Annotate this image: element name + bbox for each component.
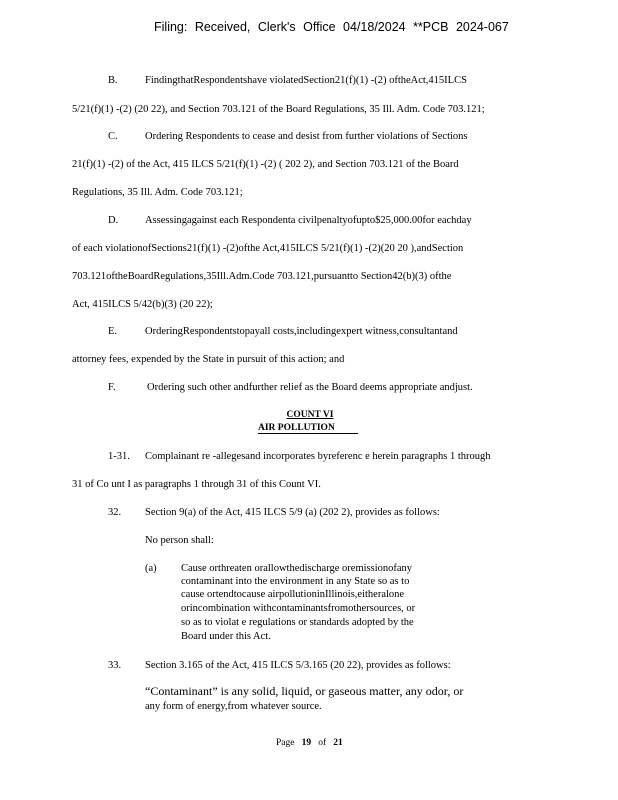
sub-line: Cause orthreaten orallowthedischarge oremissionofany	[181, 563, 413, 574]
page-label: Page	[276, 738, 295, 748]
paragraph-number: 33.	[108, 660, 122, 671]
item-line: Assessingagainst each Respondenta civilpenaltyofupto$25,000.00for eachday	[145, 215, 472, 226]
sub-line: contaminant into the environment in any State so as to	[181, 576, 410, 587]
item-line: FindingthatRespondentshave violatedSection21(f)(1) -(2) oftheAct,415ILCS	[145, 75, 467, 86]
paragraph-number: 32.	[108, 507, 122, 518]
sub-line: cause ortendtocause airpollutioninIllinois,eitheralone	[181, 589, 405, 600]
page-number: 19	[301, 738, 312, 748]
count-subtitle-text: AIR POLLUTION	[258, 423, 335, 433]
paragraph-line: 31 of Co unt I as paragraphs 1 through 31 of this Count VI.	[72, 479, 321, 490]
item-letter: F.	[108, 382, 116, 393]
sub-line: so as to violat e regulations or standards adopted by the	[181, 617, 414, 628]
paragraph-line: Section 3.165 of the Act, 415 ILCS 5/3.165 (20 22), provides as follows:	[145, 660, 451, 671]
page-of-label: of	[318, 738, 327, 748]
definition-line: “Contaminant” is any solid, liquid, or gaseous matter, any odor, or	[145, 684, 464, 698]
item-line: 5/21(f)(1) -(2) (20 22), and Section 703.121 of the Board Regulations, 35 Ill. Adm. Code 703.121;	[72, 104, 485, 115]
item-line: OrderingRespondentstopayall costs,includingexpert witness,consultantand	[145, 326, 458, 337]
item-line: of each violationofSections21(f)(1) -(2)ofthe Act,415ILCS 5/21(f)(1) -(2)(20 20 ),andSection	[72, 243, 464, 254]
page-footer	[276, 737, 343, 750]
item-line: 21(f)(1) -(2) of the Act, 415 ILCS 5/21(f)(1) -(2) ( 202 2), and Section 703.121 of the Board	[72, 159, 459, 170]
paragraph-number: 1-31.	[108, 451, 130, 462]
item-letter: C.	[108, 131, 118, 142]
count-subtitle-underline	[258, 433, 358, 434]
item-letter: B.	[108, 75, 118, 86]
paragraph-line: Section 9(a) of the Act, 415 ILCS 5/9 (a) (202 2), provides as follows:	[145, 507, 440, 518]
definition-line: any form of energy,from whatever source.	[145, 701, 322, 712]
item-line: Act, 415ILCS 5/42(b)(3) (20 22);	[72, 299, 213, 310]
sub-line: orincombination withcontaminantsfromothersources, or	[181, 603, 416, 614]
item-letter: E.	[108, 326, 118, 337]
count-title: COUNT VI	[286, 410, 334, 420]
item-line: Ordering such other andfurther relief as the Board deems appropriate andjust.	[147, 382, 473, 393]
quote-intro: No person shall:	[145, 535, 214, 546]
item-line: attorney fees, expended by the State in pursuit of this action; and	[72, 354, 345, 365]
sub-label: (a)	[145, 563, 157, 574]
item-letter: D.	[108, 215, 119, 226]
page-total: 21	[333, 738, 343, 748]
item-line: 703.121oftheBoardRegulations,35Ill.Adm.Code 703.121,pursuantto Section42(b)(3) ofthe	[72, 271, 452, 282]
item-line: Regulations, 35 Ill. Adm. Code 703.121;	[72, 187, 243, 198]
item-line: Ordering Respondents to cease and desist from further violations of Sections	[145, 131, 468, 142]
paragraph-line: Complainant re -allegesand incorporates byreferenc e herein paragraphs 1 through	[145, 451, 491, 462]
filing-stamp: Filing: Received, Clerk's Office 04/18/2024 **PCB 2024-067	[154, 20, 509, 34]
sub-line: Board under this Act.	[181, 631, 271, 642]
